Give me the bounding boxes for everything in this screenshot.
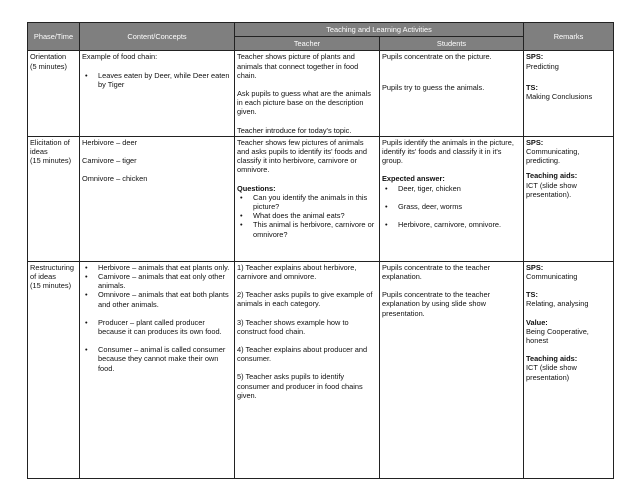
- remarks-cell: SPS: Predicting TS: Making Conclusions: [524, 51, 614, 136]
- list-item: • This animal is herbivore, carnivore or omnivore?: [237, 220, 377, 238]
- table-row: [28, 51, 614, 136]
- remarks-cell: SPS: Communicating, predicting. Teaching aids: ICT (slide show presentation).: [524, 136, 614, 261]
- list-item: • Omnivore – animals that eat both plants and other animals.: [82, 290, 232, 308]
- remarks-cell: SPS: Communicating TS: Relating, analysing Value: Being Cooperative, honest Teaching aids: ICT (slide show presentation): [524, 261, 614, 478]
- list-item: • Grass, deer, worms: [382, 202, 521, 211]
- table-row: [28, 261, 614, 478]
- list-item: • Can you identify the animals in this picture?: [237, 193, 377, 211]
- list-item: • Carnivore – animals that eat only other animals.: [82, 272, 232, 290]
- list-item: • Producer – plant called producer because it can produces its own food.: [82, 318, 232, 336]
- phase-cell: Elicitation of ideas (15 minutes): [28, 136, 80, 261]
- phase-cell: Restructuring of ideas (15 minutes): [28, 261, 80, 478]
- content-cell: [80, 261, 235, 478]
- list-item: • Leaves eaten by Deer, while Deer eaten by Tiger: [82, 71, 232, 89]
- header-remarks: Remarks: [524, 23, 614, 51]
- students-cell: Pupils concentrate to the teacher explanation. Pupils concentrate to the teacher explanation by using slide show presentation.: [380, 261, 524, 478]
- list-item: • What does the animal eats?: [237, 211, 377, 220]
- students-cell: Pupils identify the animals in the picture, identify its' foods and classify it in it's group. Expected answer: • Deer, tiger, chicken • Grass, deer, worms • Herbivore, carnivore, omnivore.: [380, 136, 524, 261]
- header-row: [28, 23, 614, 37]
- teacher-cell: 1) Teacher explains about herbivore, carnivore and omnivore. 2) Teacher asks pupils to give example of animals in each category. 3) Teacher shows example how to construct food chain. 4) Teacher explains about producer and consumer. 5) Teacher asks pupils to identify consumer and producer in food chains given.: [235, 261, 380, 478]
- header-teacher: Teacher: [235, 37, 380, 51]
- header-activities: Teaching and Learning Activities: [235, 23, 524, 37]
- table-row: [28, 136, 614, 261]
- phase-cell: Orientation (5 minutes): [28, 51, 80, 136]
- header-students: Students: [380, 37, 524, 51]
- lesson-plan-document: [27, 22, 613, 479]
- header-phase: Phase/Time: [28, 23, 80, 51]
- students-cell: Pupils concentrate on the picture. Pupils try to guess the animals.: [380, 51, 524, 136]
- teacher-cell: Teacher shows picture of plants and animals that connect together in food chain. Ask pupils to guess what are the animals in each picture base on the description given. Teacher introduce for today's topic.: [235, 51, 380, 136]
- content-cell: Herbivore – deer Carnivore – tiger Omnivore – chicken: [80, 136, 235, 261]
- header-content: Content/Concepts: [80, 23, 235, 51]
- list-item: • Consumer – animal is called consumer because they cannot make their own food.: [82, 345, 232, 373]
- list-item: • Herbivore – animals that eat plants only.: [82, 263, 232, 272]
- content-cell: Example of food chain: • Leaves eaten by Deer, while Deer eaten by Tiger: [80, 51, 235, 136]
- teacher-cell: Teacher shows few pictures of animals and asks pupils to identify its' foods and classify it into herbivore, carnivore or omnivore. Questions: • Can you identify the animals in this picture? • What does the animal eats? • This animal is herbivore, carnivore or omnivore?: [235, 136, 380, 261]
- list-item: • Herbivore, carnivore, omnivore.: [382, 220, 521, 229]
- lesson-plan-table: [27, 22, 614, 479]
- list-item: • Deer, tiger, chicken: [382, 184, 521, 193]
